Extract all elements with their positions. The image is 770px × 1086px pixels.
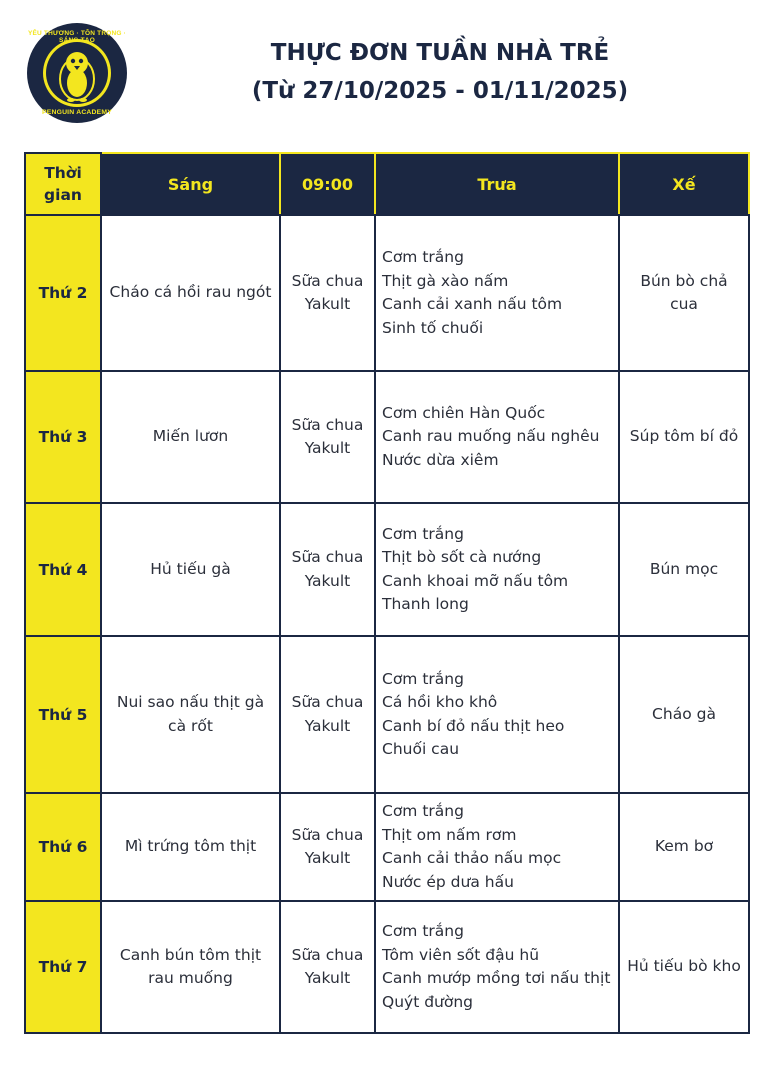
day-label: Thứ 7: [25, 901, 101, 1033]
lunch-item: Thịt bò sốt cà nướng: [382, 548, 542, 566]
snack-cell: Sữa chua Yakult: [280, 793, 375, 901]
day-label: Thứ 4: [25, 503, 101, 636]
afternoon-cell: Kem bơ: [619, 793, 749, 901]
lunch-item: Thịt om nấm rơm: [382, 825, 517, 844]
column-header-lunch: Trưa: [375, 153, 619, 215]
logo-top-text: YÊU THƯƠNG · TÔN TRỌNG · SÁNG TẠO: [27, 30, 127, 44]
table-row: [25, 215, 749, 371]
snack-cell: Sữa chua Yakult: [280, 503, 375, 636]
lunch-item: Cơm trắng: [382, 248, 464, 266]
afternoon-cell: Cháo gà: [619, 636, 749, 793]
column-header-breakfast: Sáng: [101, 153, 280, 215]
logo-bottom-text: PENGUIN ACADEMY: [42, 109, 112, 116]
lunch-item: Thanh long: [382, 595, 469, 613]
lunch-item: Cơm chiên Hàn Quốc: [382, 403, 546, 422]
afternoon-cell: Súp tôm bí đỏ: [619, 371, 749, 503]
table-row: [25, 901, 749, 1033]
lunch-cell: [375, 901, 619, 1033]
lunch-cell: [375, 371, 619, 503]
table-row: [25, 371, 749, 503]
page-title: THỰC ĐƠN TUẦN NHÀ TRẺ: [270, 40, 610, 66]
afternoon-cell: Hủ tiếu bò kho: [619, 901, 749, 1033]
lunch-item: Tôm viên sốt đậu hũ: [382, 945, 540, 964]
table-header-row: [25, 153, 749, 215]
snack-cell: Sữa chua Yakult: [280, 636, 375, 793]
breakfast-cell: Cháo cá hồi rau ngót: [101, 215, 280, 371]
breakfast-cell: Mì trứng tôm thịt: [101, 793, 280, 901]
column-header-time: Thời gian: [25, 153, 101, 215]
lunch-item: Canh bí đỏ nấu thịt heo: [382, 716, 565, 735]
lunch-item: Cơm trắng: [382, 524, 464, 543]
breakfast-cell: Miến lươn: [101, 371, 280, 503]
lunch-item: Cơm trắng: [382, 669, 464, 688]
lunch-item: Cá hồi kho khô: [382, 693, 498, 711]
lunch-item: Chuối cau: [382, 740, 460, 758]
page-date-range: (Từ 27/10/2025 - 01/11/2025): [251, 78, 629, 104]
lunch-item: Canh cải xanh nấu tôm: [382, 295, 563, 313]
lunch-cell: [375, 503, 619, 636]
lunch-item: Cơm trắng: [382, 802, 464, 820]
day-label: Thứ 6: [25, 793, 101, 901]
lunch-item: Quýt đường: [382, 992, 474, 1011]
snack-cell: Sữa chua Yakult: [280, 215, 375, 371]
column-header-snack: 09:00: [280, 153, 375, 215]
day-label: Thứ 5: [25, 636, 101, 793]
lunch-cell: [375, 793, 619, 901]
breakfast-cell: Nui sao nấu thịt gà cà rốt: [101, 636, 280, 793]
snack-cell: Sữa chua Yakult: [280, 901, 375, 1033]
table-row: [25, 503, 749, 636]
lunch-item: Thịt gà xào nấm: [382, 271, 509, 290]
lunch-item: Canh rau muống nấu nghêu: [382, 427, 600, 446]
weekly-menu-table: [24, 152, 750, 1034]
breakfast-cell: Canh bún tôm thịt rau muống: [101, 901, 280, 1033]
lunch-item: Sinh tố chuối: [382, 318, 484, 337]
column-header-afternoon: Xế: [619, 153, 749, 215]
penguin-academy-logo: [27, 23, 127, 123]
table-row: [25, 636, 749, 793]
lunch-item: Canh khoai mỡ nấu tôm: [382, 571, 569, 590]
lunch-item: Cơm trắng: [382, 922, 464, 940]
breakfast-cell: Hủ tiếu gà: [101, 503, 280, 636]
afternoon-cell: Bún mọc: [619, 503, 749, 636]
day-label: Thứ 3: [25, 371, 101, 503]
lunch-item: Nước ép dưa hấu: [382, 872, 514, 891]
table-row: [25, 793, 749, 901]
snack-cell: Sữa chua Yakult: [280, 371, 375, 503]
lunch-cell: [375, 636, 619, 793]
day-label: Thứ 2: [25, 215, 101, 371]
lunch-item: Canh mướp mồng tơi nấu thịt: [382, 969, 611, 987]
lunch-item: Canh cải thảo nấu mọc: [382, 849, 562, 867]
lunch-item: Nước dừa xiêm: [382, 450, 499, 469]
lunch-cell: [375, 215, 619, 371]
afternoon-cell: Bún bò chả cua: [619, 215, 749, 371]
